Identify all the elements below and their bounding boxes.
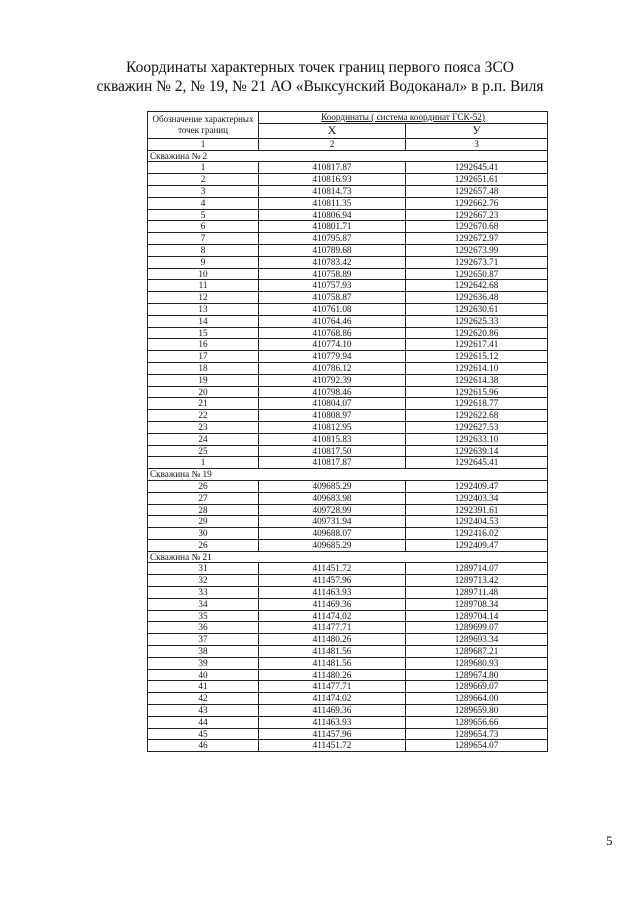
- point-id-cell: 33: [148, 587, 259, 599]
- point-id-cell: 41: [148, 681, 259, 693]
- x-coordinate-cell: 411451.72: [259, 563, 406, 575]
- header-coordinates-group: Координаты ( система координат ГСК-52): [259, 112, 548, 124]
- point-id-cell: 15: [148, 327, 259, 339]
- x-coordinate-cell: 410792.39: [259, 374, 406, 386]
- x-coordinate-cell: 410814.73: [259, 185, 406, 197]
- y-coordinate-cell: 1289708.34: [406, 598, 548, 610]
- header-col-number-2: 2: [259, 138, 406, 150]
- y-coordinate-cell: 1292614.38: [406, 374, 548, 386]
- table-row: [148, 221, 548, 233]
- x-coordinate-cell: 410806.94: [259, 209, 406, 221]
- table-row: [148, 292, 548, 304]
- table-row: [148, 185, 548, 197]
- x-coordinate-cell: 409728.99: [259, 504, 406, 516]
- point-id-cell: 8: [148, 244, 259, 256]
- point-id-cell: 32: [148, 575, 259, 587]
- y-coordinate-cell: 1289664.00: [406, 693, 548, 705]
- y-coordinate-cell: 1292391.61: [406, 504, 548, 516]
- point-id-cell: 38: [148, 646, 259, 658]
- point-id-cell: 1: [148, 457, 259, 469]
- y-coordinate-cell: 1289674.80: [406, 669, 548, 681]
- point-id-cell: 17: [148, 351, 259, 363]
- point-id-cell: 31: [148, 563, 259, 575]
- x-coordinate-cell: 410804.07: [259, 398, 406, 410]
- table-row: [148, 610, 548, 622]
- x-coordinate-cell: 409683.98: [259, 492, 406, 504]
- y-coordinate-cell: 1292645.41: [406, 162, 548, 174]
- table-row: [148, 480, 548, 492]
- x-coordinate-cell: 411480.26: [259, 634, 406, 646]
- point-id-cell: 2: [148, 174, 259, 186]
- x-coordinate-cell: 409685.29: [259, 539, 406, 551]
- x-coordinate-cell: 410815.83: [259, 433, 406, 445]
- table-row: [148, 374, 548, 386]
- point-id-cell: 7: [148, 233, 259, 245]
- y-coordinate-cell: 1292673.71: [406, 256, 548, 268]
- document-title: [0, 58, 640, 96]
- y-coordinate-cell: 1289711.48: [406, 587, 548, 599]
- point-id-cell: 19: [148, 374, 259, 386]
- y-coordinate-cell: 1292657.48: [406, 185, 548, 197]
- point-id-cell: 40: [148, 669, 259, 681]
- point-id-cell: 39: [148, 657, 259, 669]
- y-coordinate-cell: 1289680.93: [406, 657, 548, 669]
- table-row: [148, 445, 548, 457]
- table-row: [148, 339, 548, 351]
- table-row: [148, 728, 548, 740]
- point-id-cell: 42: [148, 693, 259, 705]
- point-id-cell: 12: [148, 292, 259, 304]
- point-id-cell: 35: [148, 610, 259, 622]
- x-coordinate-cell: 410816.93: [259, 174, 406, 186]
- table-row: [148, 528, 548, 540]
- point-id-cell: 21: [148, 398, 259, 410]
- x-coordinate-cell: 411457.96: [259, 728, 406, 740]
- x-coordinate-cell: 410757.93: [259, 280, 406, 292]
- x-coordinate-cell: 410786.12: [259, 362, 406, 374]
- point-id-cell: 3: [148, 185, 259, 197]
- y-coordinate-cell: 1289669.07: [406, 681, 548, 693]
- table-row: [148, 398, 548, 410]
- page-number: 5: [606, 833, 613, 848]
- table-row: [148, 740, 548, 752]
- y-coordinate-cell: 1292651.61: [406, 174, 548, 186]
- x-coordinate-cell: 411463.93: [259, 716, 406, 728]
- y-coordinate-cell: 1289704.14: [406, 610, 548, 622]
- point-id-cell: 1: [148, 162, 259, 174]
- y-coordinate-cell: 1292403.34: [406, 492, 548, 504]
- x-coordinate-cell: 411477.71: [259, 681, 406, 693]
- x-coordinate-cell: 409688.07: [259, 528, 406, 540]
- point-id-cell: 4: [148, 197, 259, 209]
- x-coordinate-cell: 410798.46: [259, 386, 406, 398]
- x-coordinate-cell: 411451.72: [259, 740, 406, 752]
- point-id-cell: 5: [148, 209, 259, 221]
- point-id-cell: 23: [148, 421, 259, 433]
- x-coordinate-cell: 410783.42: [259, 256, 406, 268]
- table-row: [148, 716, 548, 728]
- table-row: [148, 174, 548, 186]
- x-coordinate-cell: 411480.26: [259, 669, 406, 681]
- y-coordinate-cell: 1292633.10: [406, 433, 548, 445]
- point-id-cell: 28: [148, 504, 259, 516]
- x-coordinate-cell: 411469.36: [259, 598, 406, 610]
- point-id-cell: 13: [148, 303, 259, 315]
- table-row: [148, 162, 548, 174]
- header-designation: Обозначение характерных точек границ: [148, 112, 259, 139]
- point-id-cell: 26: [148, 480, 259, 492]
- table-row: [148, 657, 548, 669]
- point-id-cell: 37: [148, 634, 259, 646]
- point-id-cell: 9: [148, 256, 259, 268]
- table-row: [148, 516, 548, 528]
- table-row: [148, 256, 548, 268]
- coordinates-table: [147, 111, 548, 752]
- table-row: [148, 622, 548, 634]
- header-y: У: [406, 123, 548, 138]
- x-coordinate-cell: 410758.89: [259, 268, 406, 280]
- table-row: [148, 492, 548, 504]
- section-header-row: [148, 469, 548, 481]
- table-row: [148, 693, 548, 705]
- y-coordinate-cell: 1292627.53: [406, 421, 548, 433]
- table-row: [148, 681, 548, 693]
- y-coordinate-cell: 1292618.77: [406, 398, 548, 410]
- section-header-row: [148, 551, 548, 563]
- y-coordinate-cell: 1289713.42: [406, 575, 548, 587]
- x-coordinate-cell: 411481.56: [259, 646, 406, 658]
- x-coordinate-cell: 410768.86: [259, 327, 406, 339]
- x-coordinate-cell: 411469.36: [259, 705, 406, 717]
- table-row: [148, 327, 548, 339]
- y-coordinate-cell: 1292617.41: [406, 339, 548, 351]
- table-row: [148, 421, 548, 433]
- x-coordinate-cell: 410817.87: [259, 457, 406, 469]
- point-id-cell: 10: [148, 268, 259, 280]
- x-coordinate-cell: 410817.87: [259, 162, 406, 174]
- table-row: [148, 634, 548, 646]
- x-coordinate-cell: 410761.08: [259, 303, 406, 315]
- point-id-cell: 34: [148, 598, 259, 610]
- point-id-cell: 18: [148, 362, 259, 374]
- y-coordinate-cell: 1292622.68: [406, 410, 548, 422]
- section-header-row: [148, 150, 548, 162]
- y-coordinate-cell: 1292615.96: [406, 386, 548, 398]
- x-coordinate-cell: 410758.87: [259, 292, 406, 304]
- table-row: [148, 410, 548, 422]
- y-coordinate-cell: 1289659.80: [406, 705, 548, 717]
- y-coordinate-cell: 1292672.97: [406, 233, 548, 245]
- y-coordinate-cell: 1292614.10: [406, 362, 548, 374]
- y-coordinate-cell: 1292404.53: [406, 516, 548, 528]
- y-coordinate-cell: 1292639.14: [406, 445, 548, 457]
- y-coordinate-cell: 1292645.41: [406, 457, 548, 469]
- section-title: Скважина № 21: [148, 551, 548, 563]
- y-coordinate-cell: 1289654.73: [406, 728, 548, 740]
- table-row: [148, 280, 548, 292]
- point-id-cell: 30: [148, 528, 259, 540]
- x-coordinate-cell: 410817.50: [259, 445, 406, 457]
- point-id-cell: 20: [148, 386, 259, 398]
- coordinates-table-body: [148, 150, 548, 752]
- y-coordinate-cell: 1292625.33: [406, 315, 548, 327]
- y-coordinate-cell: 1289656.66: [406, 716, 548, 728]
- table-row: [148, 457, 548, 469]
- point-id-cell: 25: [148, 445, 259, 457]
- y-coordinate-cell: 1289687.21: [406, 646, 548, 658]
- table-row: [148, 539, 548, 551]
- point-id-cell: 22: [148, 410, 259, 422]
- point-id-cell: 11: [148, 280, 259, 292]
- y-coordinate-cell: 1292636.48: [406, 292, 548, 304]
- x-coordinate-cell: 410795.87: [259, 233, 406, 245]
- point-id-cell: 24: [148, 433, 259, 445]
- x-coordinate-cell: 411474.02: [259, 610, 406, 622]
- y-coordinate-cell: 1292670.68: [406, 221, 548, 233]
- point-id-cell: 43: [148, 705, 259, 717]
- table-row: [148, 303, 548, 315]
- table-row: [148, 504, 548, 516]
- title-line-1: Координаты характерных точек границ первого пояса ЗСО: [126, 59, 514, 76]
- point-id-cell: 29: [148, 516, 259, 528]
- point-id-cell: 36: [148, 622, 259, 634]
- point-id-cell: 27: [148, 492, 259, 504]
- y-coordinate-cell: 1289693.34: [406, 634, 548, 646]
- table-row: [148, 386, 548, 398]
- x-coordinate-cell: 410774.10: [259, 339, 406, 351]
- point-id-cell: 45: [148, 728, 259, 740]
- header-x: X: [259, 123, 406, 138]
- y-coordinate-cell: 1292630.61: [406, 303, 548, 315]
- x-coordinate-cell: 410789.68: [259, 244, 406, 256]
- y-coordinate-cell: 1292667.23: [406, 209, 548, 221]
- table-row: [148, 209, 548, 221]
- table-row: [148, 598, 548, 610]
- point-id-cell: 14: [148, 315, 259, 327]
- table-row: [148, 646, 548, 658]
- y-coordinate-cell: 1292662.76: [406, 197, 548, 209]
- table-row: [148, 587, 548, 599]
- section-title: Скважина № 19: [148, 469, 548, 481]
- point-id-cell: 6: [148, 221, 259, 233]
- x-coordinate-cell: 410779.94: [259, 351, 406, 363]
- table-row: [148, 669, 548, 681]
- table-row: [148, 563, 548, 575]
- y-coordinate-cell: 1292620.86: [406, 327, 548, 339]
- table-row: [148, 244, 548, 256]
- y-coordinate-cell: 1289654.07: [406, 740, 548, 752]
- x-coordinate-cell: 410801.71: [259, 221, 406, 233]
- y-coordinate-cell: 1292642.68: [406, 280, 548, 292]
- x-coordinate-cell: 411474.02: [259, 693, 406, 705]
- point-id-cell: 16: [148, 339, 259, 351]
- x-coordinate-cell: 409685.29: [259, 480, 406, 492]
- x-coordinate-cell: 410812.95: [259, 421, 406, 433]
- table-row: [148, 362, 548, 374]
- table-row: [148, 233, 548, 245]
- x-coordinate-cell: 410811.35: [259, 197, 406, 209]
- table-row: [148, 315, 548, 327]
- title-line-2: скважин № 2, № 19, № 21 АО «Выксунский Водоканал» в р.п. Виля: [96, 78, 544, 95]
- y-coordinate-cell: 1289714.07: [406, 563, 548, 575]
- x-coordinate-cell: 411457.96: [259, 575, 406, 587]
- point-id-cell: 26: [148, 539, 259, 551]
- table-row: [148, 268, 548, 280]
- y-coordinate-cell: 1292650.87: [406, 268, 548, 280]
- y-coordinate-cell: 1292409.47: [406, 539, 548, 551]
- point-id-cell: 44: [148, 716, 259, 728]
- y-coordinate-cell: 1292615.12: [406, 351, 548, 363]
- table-row: [148, 705, 548, 717]
- x-coordinate-cell: 410764.46: [259, 315, 406, 327]
- x-coordinate-cell: 411463.93: [259, 587, 406, 599]
- header-col-number-1: 1: [148, 138, 259, 150]
- x-coordinate-cell: 411481.56: [259, 657, 406, 669]
- table-row: [148, 433, 548, 445]
- section-title: Скважина № 2: [148, 150, 548, 162]
- point-id-cell: 46: [148, 740, 259, 752]
- x-coordinate-cell: 410808.97: [259, 410, 406, 422]
- table-row: [148, 575, 548, 587]
- y-coordinate-cell: 1292409.47: [406, 480, 548, 492]
- table-row: [148, 351, 548, 363]
- header-col-number-3: 3: [406, 138, 548, 150]
- y-coordinate-cell: 1292673.99: [406, 244, 548, 256]
- x-coordinate-cell: 411477.71: [259, 622, 406, 634]
- y-coordinate-cell: 1289699.07: [406, 622, 548, 634]
- x-coordinate-cell: 409731.94: [259, 516, 406, 528]
- y-coordinate-cell: 1292416.02: [406, 528, 548, 540]
- table-row: [148, 197, 548, 209]
